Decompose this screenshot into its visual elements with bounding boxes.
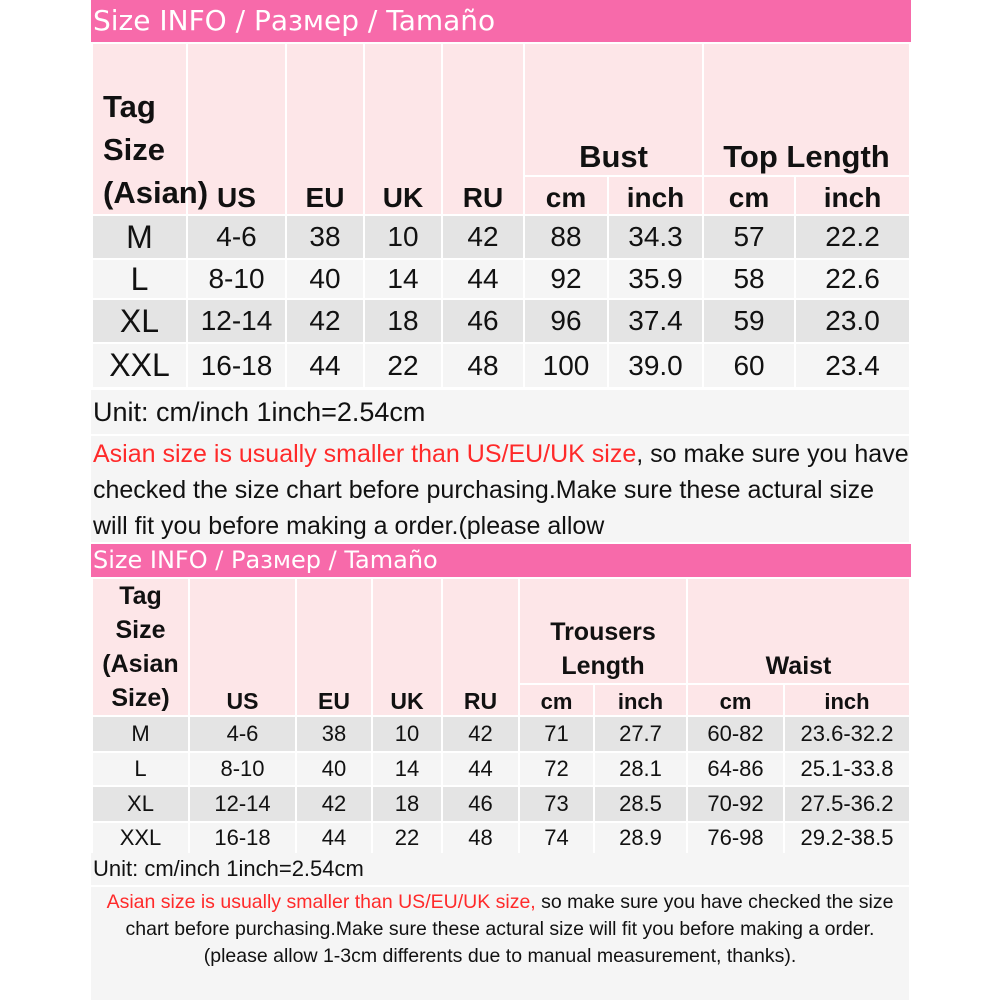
waist-cm: 76-98 (687, 822, 784, 854)
header-trousers-length: Trousers Length (519, 578, 687, 684)
eu-size: 40 (296, 752, 372, 786)
size-info-banner-bottom: Size INFO / Размер / Tamaño (91, 544, 911, 577)
ru-size: 46 (442, 299, 524, 343)
uk-size: 14 (372, 752, 442, 786)
uk-size: 22 (364, 343, 442, 388)
bust-inch: 37.4 (608, 299, 703, 343)
table-row (92, 786, 910, 822)
us-size: 16-18 (189, 822, 296, 854)
table-row (92, 822, 910, 854)
header-ru: RU (442, 578, 519, 716)
header-eu: EU (296, 578, 372, 716)
waist-inch: 27.5-36.2 (784, 786, 910, 822)
us-size: 4-6 (187, 215, 286, 259)
top-length-cm: 60 (703, 343, 795, 388)
warning-text: so make sure you have checked the size chart before purchasing.Make sure these actural size will fit you before making a order.(please allow 1-3cm differents due to manual measurement, thanks). (125, 891, 894, 967)
trousers-length-inch: 28.5 (594, 786, 687, 822)
header-length-inch: inch (795, 176, 910, 215)
size-warning-top (91, 436, 909, 542)
bust-cm: 100 (524, 343, 608, 388)
header-length-inch: inch (594, 684, 687, 716)
bust-inch: 35.9 (608, 259, 703, 299)
waist-inch: 25.1-33.8 (784, 752, 910, 786)
us-size: 8-10 (187, 259, 286, 299)
waist-cm: 64-86 (687, 752, 784, 786)
table-row (92, 215, 910, 259)
table-row (92, 716, 910, 752)
size-info-banner-top: Size INFO / Размер / Tamaño (91, 0, 911, 42)
header-eu: EU (286, 43, 364, 215)
header-us: US (189, 578, 296, 716)
top-size-table (91, 42, 911, 389)
size-tag: L (92, 259, 187, 299)
eu-size: 38 (286, 215, 364, 259)
us-size: 8-10 (189, 752, 296, 786)
size-tag: L (92, 752, 189, 786)
eu-size: 44 (296, 822, 372, 854)
ru-size: 44 (442, 259, 524, 299)
eu-size: 42 (286, 299, 364, 343)
header-uk: UK (372, 578, 442, 716)
bust-inch: 34.3 (608, 215, 703, 259)
trousers-length-inch: 28.1 (594, 752, 687, 786)
warning-highlight: Asian size is usually smaller than US/EU/UK size (93, 440, 637, 468)
top-length-cm: 59 (703, 299, 795, 343)
header-bust-inch: inch (608, 176, 703, 215)
waist-cm: 60-82 (687, 716, 784, 752)
header-waist: Waist (687, 578, 910, 684)
header-us: US (187, 43, 286, 215)
bust-inch: 39.0 (608, 343, 703, 388)
waist-cm: 70-92 (687, 786, 784, 822)
ru-size: 48 (442, 343, 524, 388)
size-tag: XL (92, 786, 189, 822)
waist-inch: 23.6-32.2 (784, 716, 910, 752)
header-ru: RU (442, 43, 524, 215)
table-row (92, 299, 910, 343)
us-size: 4-6 (189, 716, 296, 752)
waist-inch: 29.2-38.5 (784, 822, 910, 854)
header-tag-size: Tag Size (Asian Size) (92, 578, 189, 716)
eu-size: 44 (286, 343, 364, 388)
size-tag: M (92, 215, 187, 259)
ru-size: 44 (442, 752, 519, 786)
table-row (92, 752, 910, 786)
top-length-inch: 22.6 (795, 259, 910, 299)
eu-size: 42 (296, 786, 372, 822)
header-top-length: Top Length (703, 43, 910, 176)
size-tag: XXL (92, 343, 187, 388)
uk-size: 22 (372, 822, 442, 854)
header-tag-size: Tag Size (Asian) (92, 43, 187, 215)
ru-size: 46 (442, 786, 519, 822)
top-length-inch: 22.2 (795, 215, 910, 259)
trousers-length-cm: 71 (519, 716, 594, 752)
us-size: 12-14 (187, 299, 286, 343)
eu-size: 38 (296, 716, 372, 752)
header-bust: Bust (524, 43, 703, 176)
top-length-cm: 58 (703, 259, 795, 299)
trousers-length-cm: 73 (519, 786, 594, 822)
header-length-cm: cm (519, 684, 594, 716)
table-row (92, 259, 910, 299)
header-length-cm: cm (703, 176, 795, 215)
warning-highlight: Asian size is usually smaller than US/EU/UK size, (106, 891, 536, 913)
ru-size: 42 (442, 215, 524, 259)
us-size: 16-18 (187, 343, 286, 388)
size-tag: M (92, 716, 189, 752)
size-tag: XXL (92, 822, 189, 854)
bust-cm: 88 (524, 215, 608, 259)
uk-size: 10 (372, 716, 442, 752)
header-waist-inch: inch (784, 684, 910, 716)
eu-size: 40 (286, 259, 364, 299)
top-length-inch: 23.4 (795, 343, 910, 388)
header-uk: UK (364, 43, 442, 215)
header-waist-cm: cm (687, 684, 784, 716)
top-length-cm: 57 (703, 215, 795, 259)
top-length-inch: 23.0 (795, 299, 910, 343)
trousers-length-cm: 72 (519, 752, 594, 786)
trousers-size-table (91, 577, 911, 855)
warning-text: , so make sure you have checked the size chart before purchasing.Make sure these actural size will fit you before making a order.(please allow (93, 440, 909, 540)
bust-cm: 92 (524, 259, 608, 299)
table-row (92, 343, 910, 388)
uk-size: 18 (364, 299, 442, 343)
header-bust-cm: cm (524, 176, 608, 215)
unit-note-bottom: Unit: cm/inch 1inch=2.54cm (91, 853, 909, 885)
uk-size: 10 (364, 215, 442, 259)
uk-size: 18 (372, 786, 442, 822)
bust-cm: 96 (524, 299, 608, 343)
trousers-length-inch: 27.7 (594, 716, 687, 752)
uk-size: 14 (364, 259, 442, 299)
size-tag: XL (92, 299, 187, 343)
size-warning-bottom (91, 887, 909, 1000)
us-size: 12-14 (189, 786, 296, 822)
unit-note-top: Unit: cm/inch 1inch=2.54cm (91, 390, 909, 434)
ru-size: 48 (442, 822, 519, 854)
trousers-length-cm: 74 (519, 822, 594, 854)
ru-size: 42 (442, 716, 519, 752)
trousers-length-inch: 28.9 (594, 822, 687, 854)
